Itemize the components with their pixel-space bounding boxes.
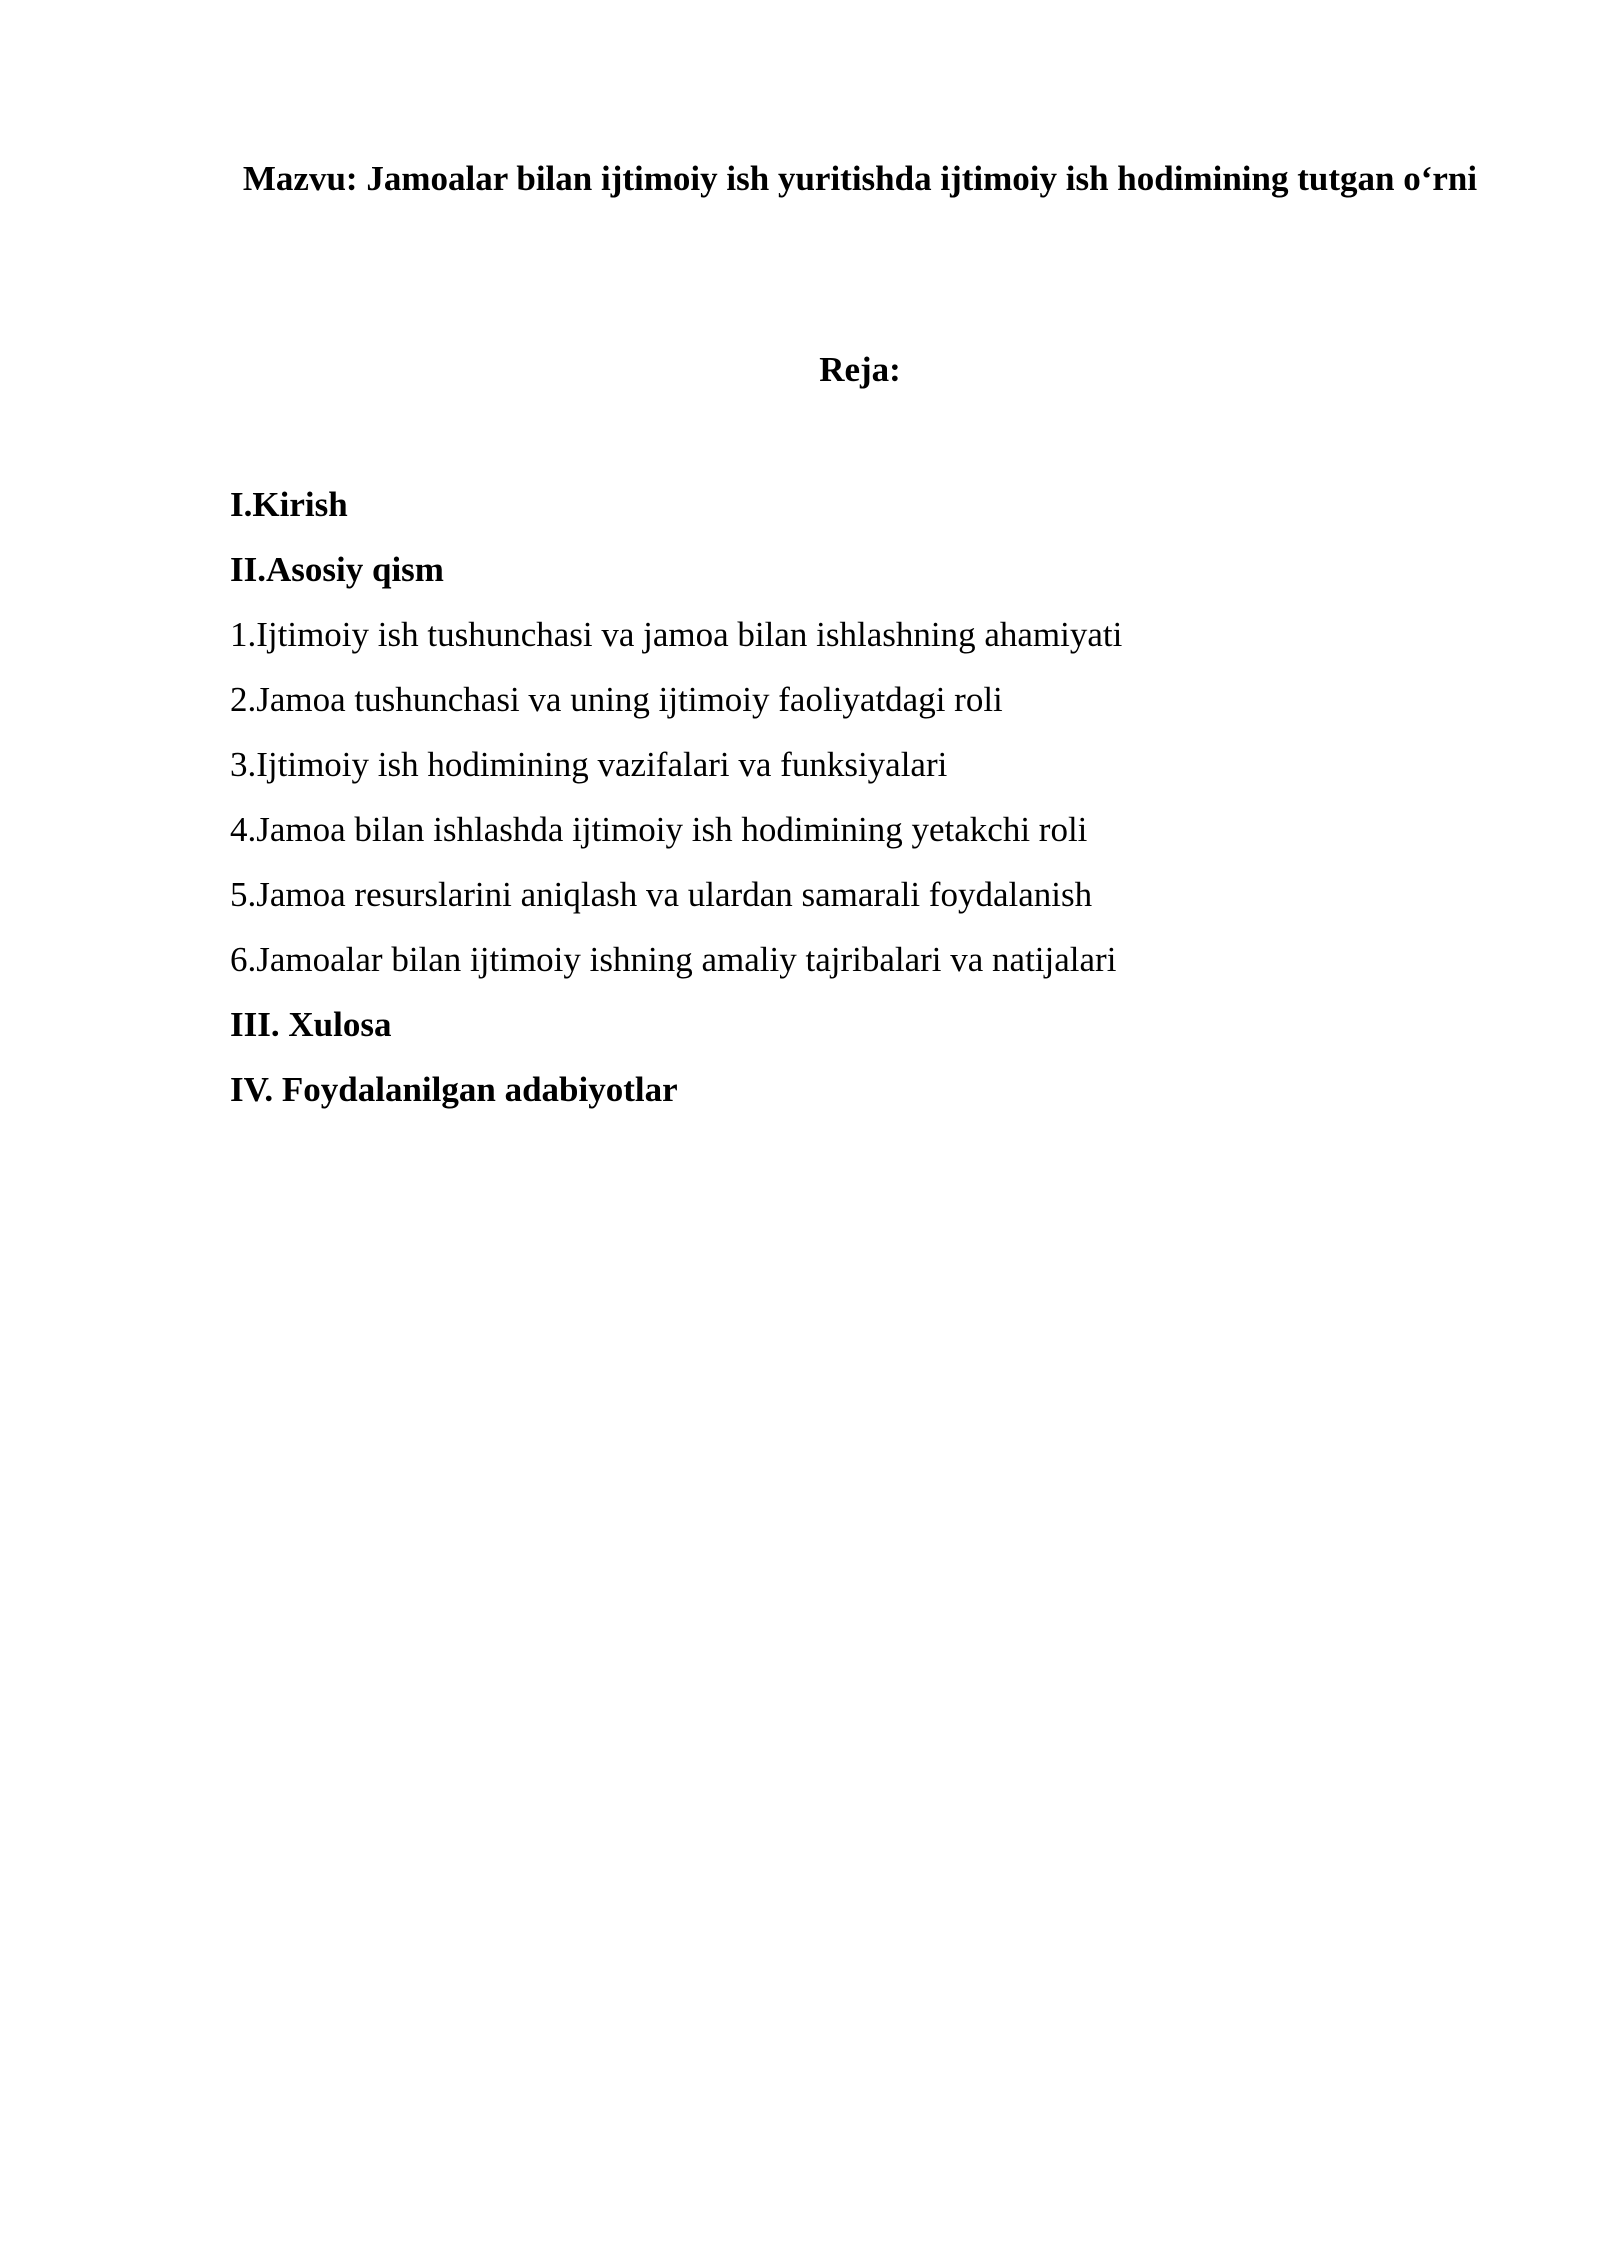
outline-item-conclusion: III. Xulosa	[230, 1005, 392, 1044]
document-title: Mazvu: Jamoalar bilan ijtimoiy ish yuritishda ijtimoiy ish hodimining tutgan o‘rni	[242, 159, 1478, 198]
outline-item-6: 6.Jamoalar bilan ijtimoiy ishning amaliy tajribalari va natijalari	[230, 940, 1117, 979]
outline-item-1: 1.Ijtimoiy ish tushunchasi va jamoa bilan ishlashning ahamiyati	[230, 615, 1123, 654]
outline-item-4: 4.Jamoa bilan ishlashda ijtimoiy ish hodimining yetakchi roli	[230, 810, 1088, 849]
outline-item-main-part: II.Asosiy qism	[230, 550, 444, 589]
outline-item-2: 2.Jamoa tushunchasi va uning ijtimoiy faoliyatdagi roli	[230, 680, 1003, 719]
outline-item-references: IV. Foydalanilgan adabiyotlar	[230, 1070, 678, 1109]
outline-item-5: 5.Jamoa resurslarini aniqlash va ulardan samarali foydalanish	[230, 875, 1093, 914]
outline-item-3: 3.Ijtimoiy ish hodimining vazifalari va funksiyalari	[230, 745, 948, 784]
outline-item-introduction: I.Kirish	[230, 485, 348, 524]
plan-heading: Reja:	[819, 350, 901, 389]
plan-outline	[230, 472, 1470, 1122]
